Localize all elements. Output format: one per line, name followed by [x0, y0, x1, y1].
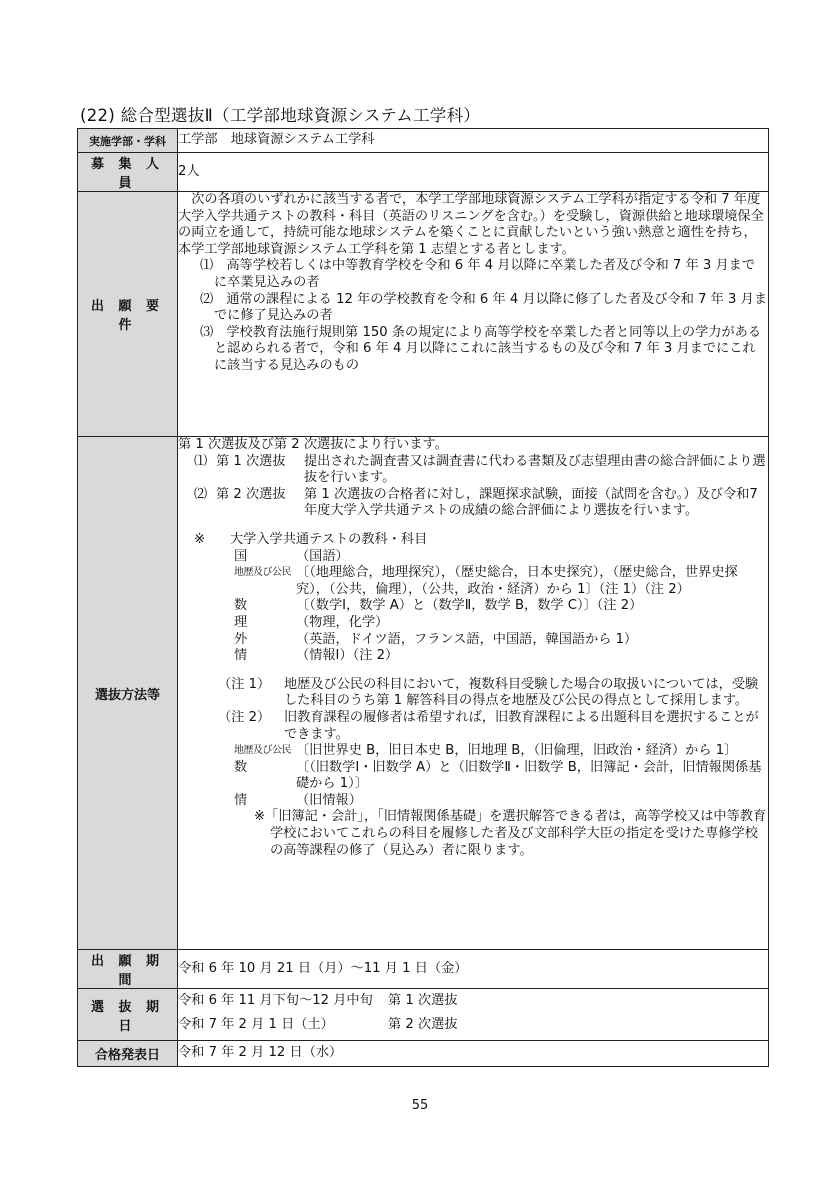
- subject-row: 地歴及び公民 〔（地理総合，地理探究），（歴史総合，日本史探究），（歴史総合，世界史探究），（公共，倫理），（公共，政治・経済）から 1〕（注 1）（注 2）: [234, 565, 738, 597]
- table-row: [78, 129, 769, 153]
- subject-row: 理 （物理，化学）: [234, 614, 389, 630]
- page-number: 55: [411, 1098, 429, 1113]
- selection-cell: [178, 437, 769, 950]
- note-2: （注 2） 旧教育課程の履修者は希望すれば，旧教育課程による出題科目を選択することができます。: [218, 709, 759, 742]
- old-subject-row: 情 （旧情報）: [234, 792, 362, 808]
- selection-dates-label: 選 抜 期 日: [78, 989, 178, 1041]
- subject-row: 外 （英語，ドイツ語，フランス語，中国語，韓国語から 1）: [234, 631, 638, 647]
- requirement-item: ⑵ 通常の課程による 12 年の学校教育を令和 6 年 4 月以降に修了した者及び令和 7 年 3 月までに修了見込みの者: [200, 291, 768, 324]
- announcement-value: 令和 7 年 2 月 12 日（水）: [178, 1041, 769, 1067]
- admission-info-table: [77, 128, 769, 1067]
- table-row: [78, 153, 769, 192]
- subject-row: 国 （国語）: [234, 548, 349, 564]
- old-subject-asterisk-note: ※「旧簿記・会計」，「旧情報関係基礎」を選択解答できる者は，高等学校又は中等教育学校においてこれらの科目を履修した者及び文部科学大臣の指定を受けた専修学校の高等課程の修了（見込み）者に限ります。: [254, 809, 767, 858]
- requirements-intro: 次の各項のいずれかに該当する者で，本学工学部地球資源システム工学科が指定する令和 7 年度大学入学共通テストの教科・科目（英語のリスニングを含む。）を受験し，資源供給と地球環境保全の両立を通して，持続可能な地球システムを築くことに貢献したいという強い熱意と適性を持ち，本学工学部地球資源システム工学科を第 1 志望とする者とします。: [178, 192, 764, 257]
- notes-block: [178, 677, 768, 743]
- faculty-value: 工学部 地球資源システム工学科: [178, 129, 769, 153]
- capacity-value: 2人: [178, 153, 769, 192]
- requirements-label: 出 願 要 件: [78, 192, 178, 437]
- subject-row: 数 〔（数学Ⅰ，数学 A）と（数学Ⅱ，数学 B，数学 C）〕（注 2）: [234, 598, 643, 614]
- selection-date-line: 令和 6 年 11 月下旬～12 月中旬 第 1 次選抜: [178, 993, 458, 1008]
- selection-stage-1: ⑴ 第 1 次選抜 提出された調査書又は調査書に代わる書類及び志望理由書の総合評価により選抜を行います。: [194, 453, 766, 486]
- application-period-label: 出 願 期 間: [78, 950, 178, 989]
- table-row: [78, 989, 769, 1041]
- requirement-item: ⑴ 高等学校若しくは中等教育学校を令和 6 年 4 月以降に卒業した者及び令和 7 年 3 月までに卒業見込みの者: [200, 258, 756, 290]
- common-test-heading: ※ 大学入学共通テストの教科・科目: [194, 531, 428, 547]
- table-row: [78, 950, 769, 989]
- old-subject-row: 数 〔（旧数学Ⅰ・旧数学 A）と（旧数学Ⅱ・旧数学 B，旧簿記・会計，旧情報関係基礎から 1）〕: [234, 759, 762, 792]
- selection-stage-2: ⑵ 第 2 次選抜 第 1 次選抜の合格者に対し，課題探求試験，面接（試問を含む。）及び令和7年度大学入学共通テストの成績の総合評価により選抜を行います。: [194, 486, 758, 519]
- table-row: [78, 437, 769, 950]
- table-row: [78, 1041, 769, 1067]
- faculty-label: 実施学部・学科: [78, 129, 178, 153]
- selection-intro: 第 1 次選抜及び第 2 次選抜により行います。: [178, 437, 448, 452]
- application-period-value: 令和 6 年 10 月 21 日（月）～11 月 1 日（金）: [178, 950, 769, 989]
- capacity-label: 募 集 人 員: [78, 153, 178, 192]
- selection-dates-cell: [178, 989, 769, 1041]
- note-mark-icon: ※: [194, 531, 206, 547]
- selection-date-line: 令和 7 年 2 月 1 日（土） 第 2 次選抜: [178, 1017, 458, 1032]
- table-row: [78, 192, 769, 437]
- subject-row: 情 （情報Ⅰ）（注 2）: [234, 648, 399, 664]
- announcement-label: 合格発表日: [78, 1041, 178, 1067]
- page-title: (22) 総合型選抜Ⅱ（工学部地球資源システム工学科）: [80, 106, 481, 125]
- note-1: （注 1） 地歴及び公民の科目において，複数科目受験した場合の取扱いについては，受験した科目のうち第 1 解答科目の得点を地歴及び公民の得点として採用します。: [218, 676, 759, 709]
- requirements-cell: [178, 192, 769, 437]
- requirement-item: ⑶ 学校教育法施行規則第 150 条の規定により高等学校を卒業した者と同等以上の学力があると認められる者で，令和 6 年 4 月以降にこれに該当するもの及び令和 7 年 3 月までにこれに該当する見込みのもの: [200, 324, 762, 373]
- selection-label: 選抜方法等: [78, 437, 178, 950]
- old-subject-row: 地歴及び公民 〔旧世界史 B，旧日本史 B，旧地理 B，（旧倫理，旧政治・経済）から 1〕: [234, 743, 738, 759]
